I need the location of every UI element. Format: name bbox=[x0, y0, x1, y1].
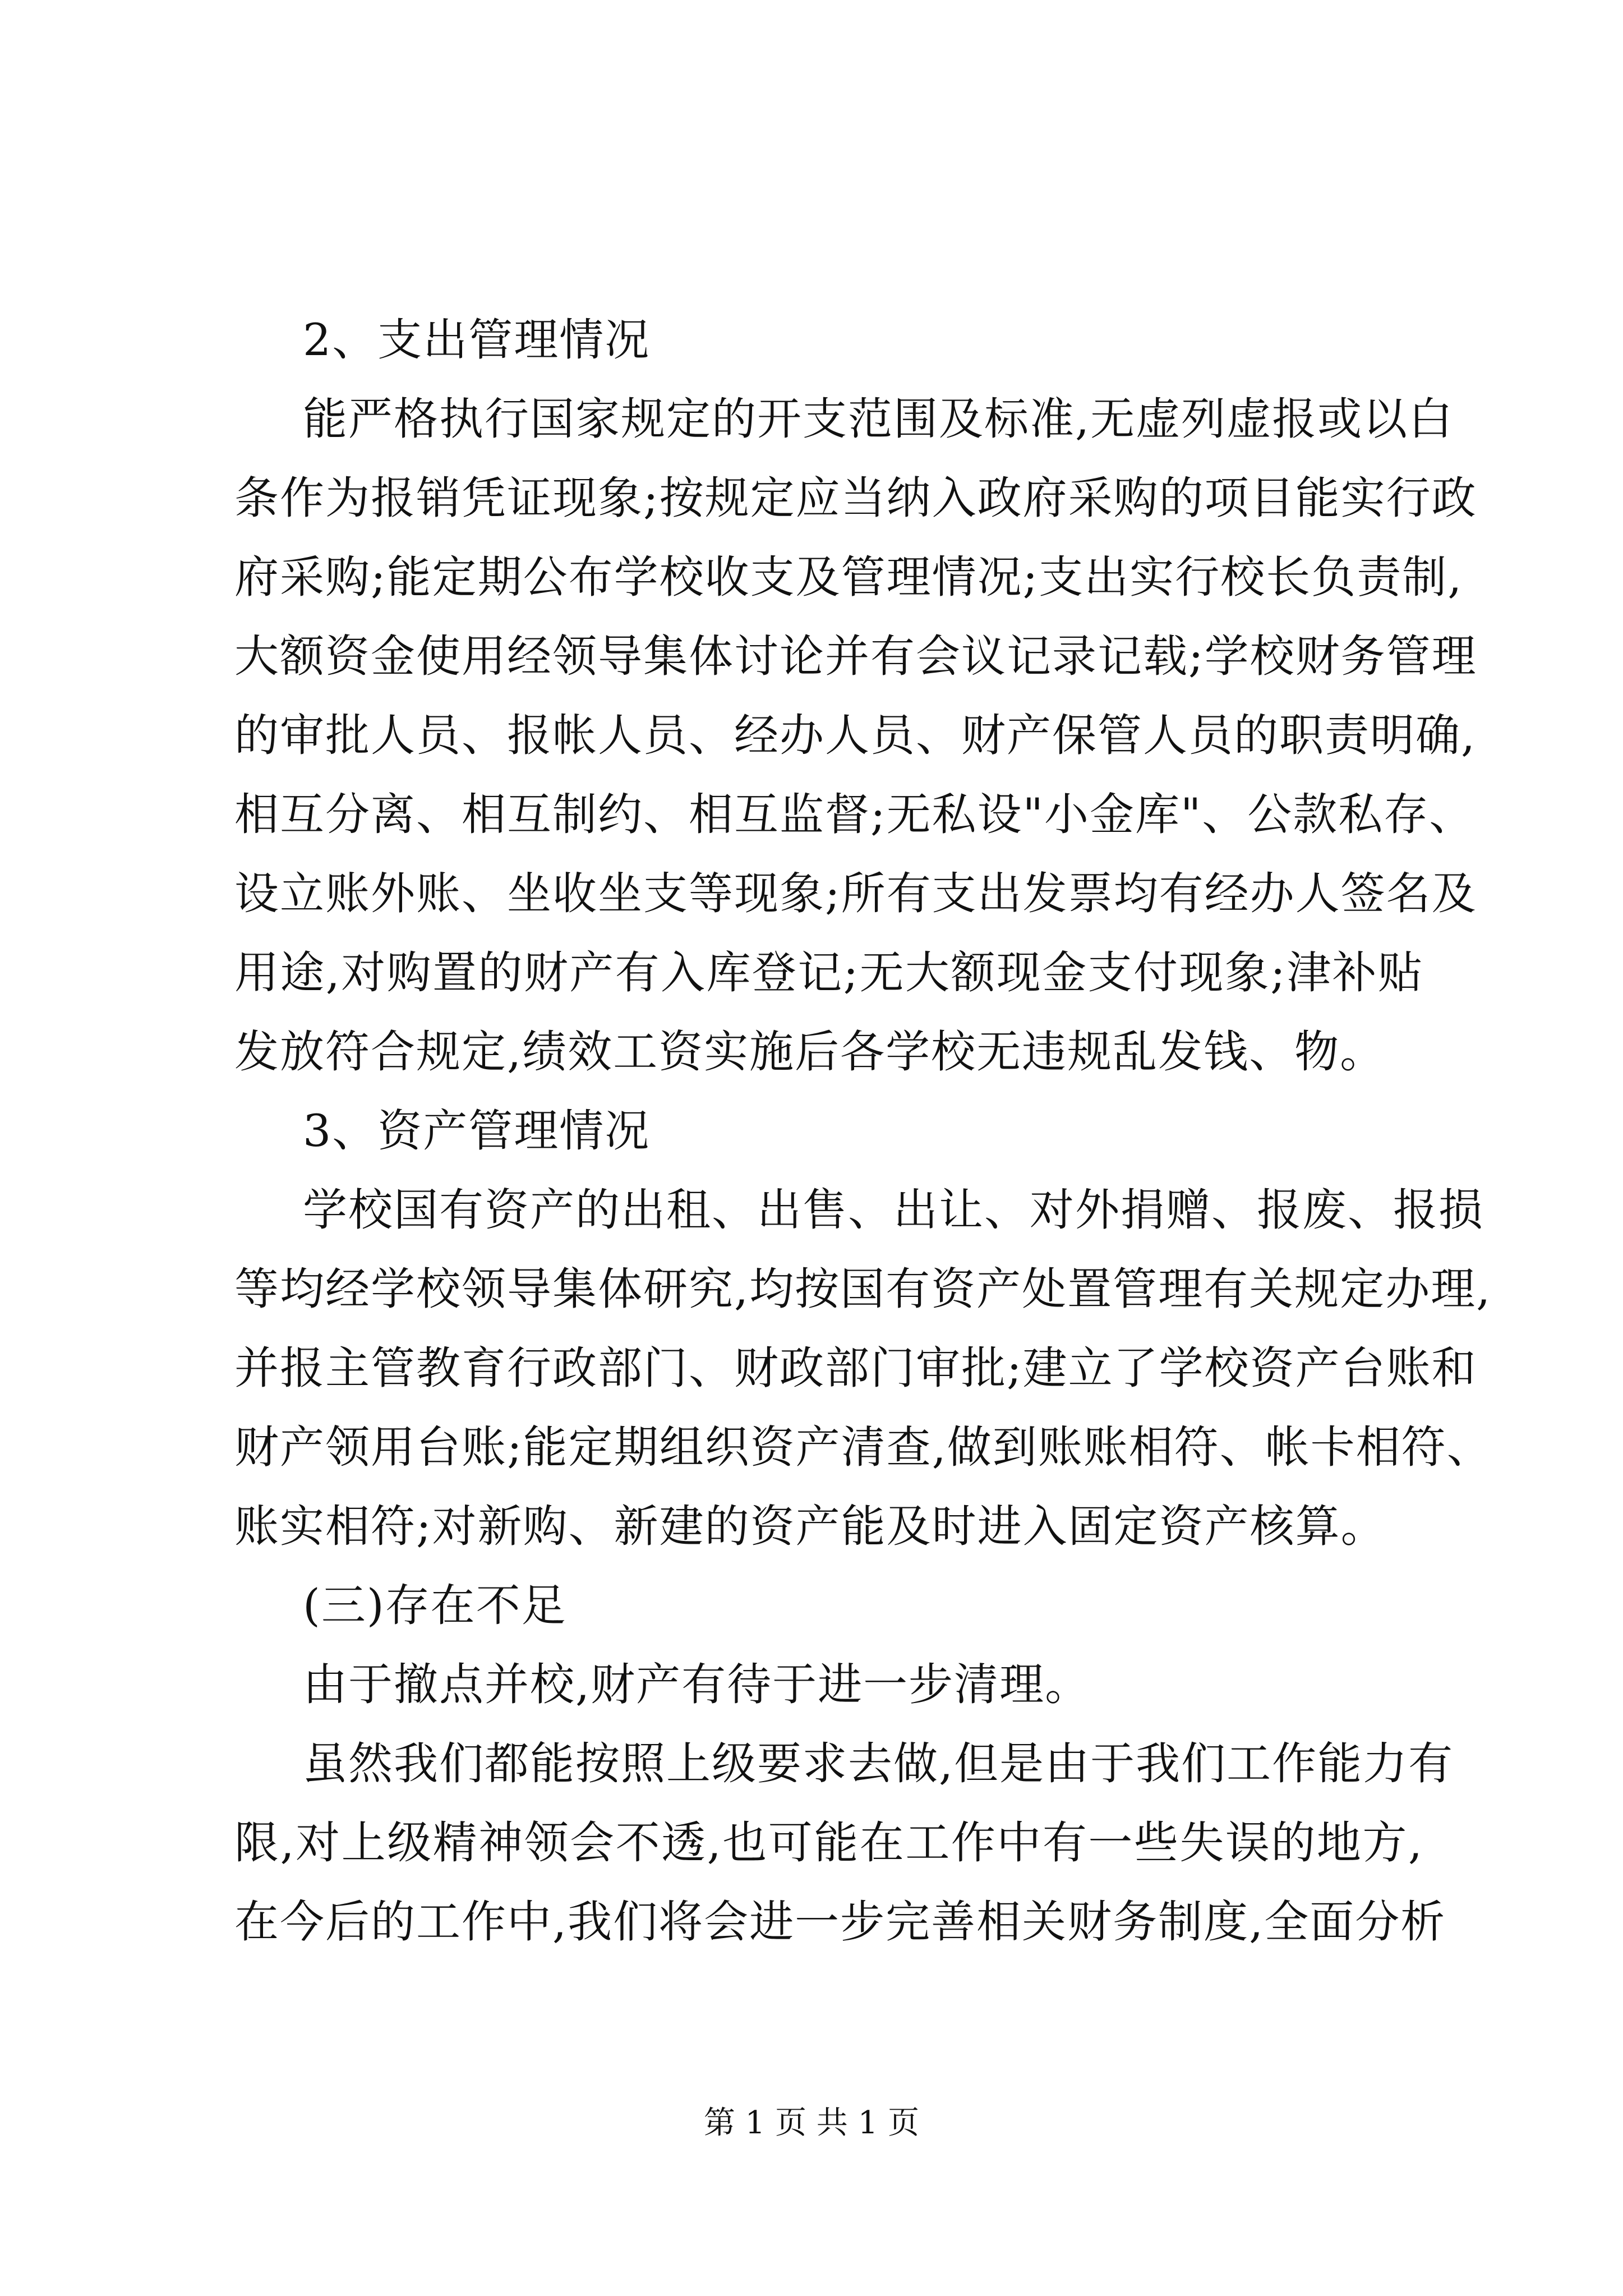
heading-shortcomings: (三)存在不足 bbox=[303, 1580, 567, 1631]
paragraph-line: 并报主管教育行政部门、财政部门审批;建立了学校资产台账和 bbox=[234, 1342, 1477, 1394]
paragraph-line: 账实相符;对新购、新建的资产能及时进入固定资产核算。 bbox=[234, 1501, 1386, 1552]
paragraph-line: 由于撤点并校,财产有待于进一步清理。 bbox=[303, 1659, 1091, 1710]
paragraph-line: 大额资金使用经领导集体讨论并有会议记录记载;学校财务管理 bbox=[234, 631, 1477, 682]
paragraph-line: 条作为报销凭证现象;按规定应当纳入政府采购的项目能实行政 bbox=[234, 472, 1477, 524]
paragraph-line: 府采购;能定期公布学校收支及管理情况;支出实行校长负责制, bbox=[234, 551, 1463, 603]
heading-expenditure-management: 2、支出管理情况 bbox=[303, 314, 651, 366]
paragraph-line: 限,对上级精神领会不透,也可能在工作中有一些失误的地方, bbox=[234, 1817, 1423, 1869]
paragraph-line: 用途,对购置的财产有入库登记;无大额现金支付现象;津补贴 bbox=[234, 947, 1423, 999]
paragraph-line: 能严格执行国家规定的开支范围及标准,无虚列虚报或以白 bbox=[303, 393, 1454, 445]
paragraph-line: 等均经学校领导集体研究,均按国有资产处置管理有关规定办理, bbox=[234, 1263, 1492, 1315]
paragraph-line: 在今后的工作中,我们将会进一步完善相关财务制度,全面分析 bbox=[234, 1896, 1446, 1948]
paragraph-line: 发放符合规定,绩效工资实施后各学校无违规乱发钱、物。 bbox=[234, 1026, 1386, 1078]
paragraph-line: 相互分离、相互制约、相互监督;无私设"小金库"、公款私存、 bbox=[234, 789, 1475, 840]
paragraph-line: 的审批人员、报帐人员、经办人员、财产保管人员的职责明确, bbox=[234, 710, 1477, 761]
paragraph-line: 财产领用台账;能定期组织资产清查,做到账账相符、帐卡相符、 bbox=[234, 1421, 1492, 1473]
paragraph-line: 虽然我们都能按照上级要求去做,但是由于我们工作能力有 bbox=[303, 1738, 1454, 1789]
paragraph-line: 设立账外账、坐收坐支等现象;所有支出发票均有经办人签名及 bbox=[234, 868, 1477, 919]
paragraph-line: 学校国有资产的出租、出售、出让、对外捐赠、报废、报损 bbox=[303, 1184, 1484, 1236]
heading-asset-management: 3、资产管理情况 bbox=[303, 1105, 651, 1157]
page-number-footer: 第 1 页 共 1 页 bbox=[703, 2105, 920, 2141]
